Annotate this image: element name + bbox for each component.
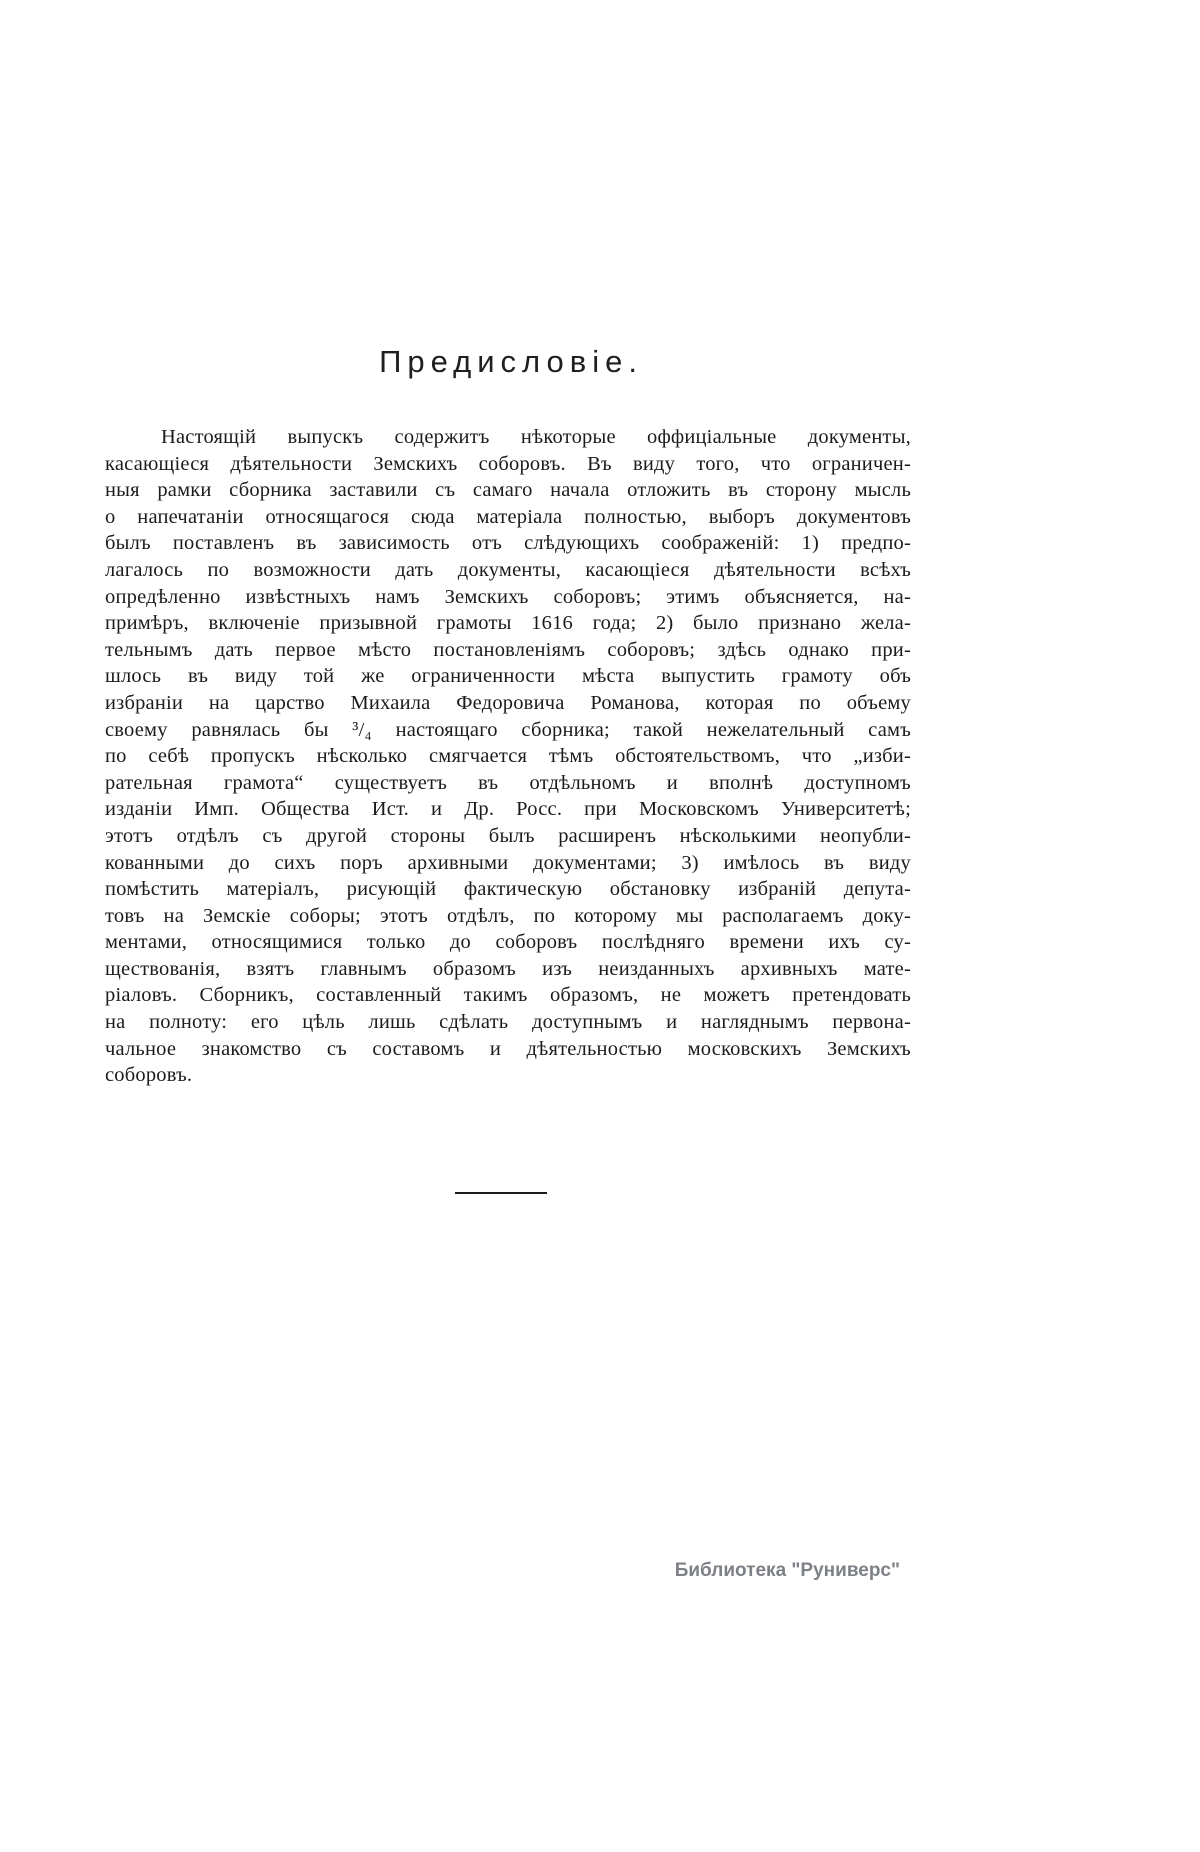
text-line: по себѣ пропускъ нѣсколько смягчается тѣмъ обстоятельствомъ, что „изби- [105,745,911,768]
text-line: ріаловъ. Сборникъ, составленный такимъ образомъ, не можетъ претендовать [105,984,911,1007]
text-line: касающіеся дѣятельности Земскихъ соборовъ. Въ виду того, что ограничен- [105,452,911,475]
text-line: былъ поставленъ въ зависимость отъ слѣдующихъ соображеній: 1) предпо- [105,532,911,555]
page-title: Предисловіе. [379,344,643,379]
text-line: ществованія, взятъ главнымъ образомъ изъ неизданныхъ архивныхъ мате- [105,957,911,980]
library-watermark: Библиотека "Руниверс" [674,1560,900,1581]
text-line: помѣстить матеріалъ, рисующій фактическую обстановку избраній депута- [105,878,911,901]
text-line: примѣръ, включеніе призывной грамоты 1616 года; 2) было признано жела- [105,612,911,635]
text-line: чальное знакомство съ составомъ и дѣятельностью московскихъ Земскихъ [105,1037,911,1060]
text-line: ныя рамки сборника заставили съ самаго начала отложить въ сторону мысль [105,479,911,502]
text-line: Настоящій выпускъ содержитъ нѣкоторые оффиціальные документы, [161,426,911,448]
section-divider [455,1192,547,1194]
text-line: товъ на Земскіе соборы; этотъ отдѣлъ, по которому мы располагаемъ доку- [105,904,911,927]
text-line: соборовъ. [105,1064,193,1087]
text-line: на полноту: его цѣль лишь сдѣлать доступнымъ и нагляднымъ первона- [105,1011,911,1034]
text-line: избраніи на царство Михаила Федоровича Романова, которая по объему [105,691,911,714]
text-line: лагалось по возможности дать документы, касающіеся дѣятельности всѣхъ [105,558,911,581]
text-line: изданіи Имп. Общества Ист. и Др. Росс. при Московскомъ Университетѣ; [105,798,911,821]
text-line: своему равнялась бы ³/₄ настоящаго сборника; такой нежелательный самъ [105,718,911,741]
text-line: о напечатаніи относящагося сюда матеріала полностью, выборъ документовъ [105,505,911,528]
text-line: этотъ отдѣлъ съ другой стороны былъ расширенъ нѣсколькими неопубли- [105,824,911,847]
preface-text [105,424,911,1089]
text-line: кованными до сихъ поръ архивными документами; 3) имѣлось въ виду [105,851,911,874]
text-line: шлось въ виду той же ограниченности мѣста выпустить грамоту объ [105,665,911,688]
text-line: ментами, относящимися только до соборовъ послѣдняго времени ихъ су- [105,931,911,954]
text-line: рательная грамота“ существуетъ въ отдѣльномъ и вполнѣ доступномъ [105,771,911,794]
text-line: опредѣленно извѣстныхъ намъ Земскихъ соборовъ; этимъ объясняется, на- [105,585,911,608]
text-line: тельнымъ дать первое мѣсто постановленіямъ соборовъ; здѣсь однако при- [105,638,911,661]
